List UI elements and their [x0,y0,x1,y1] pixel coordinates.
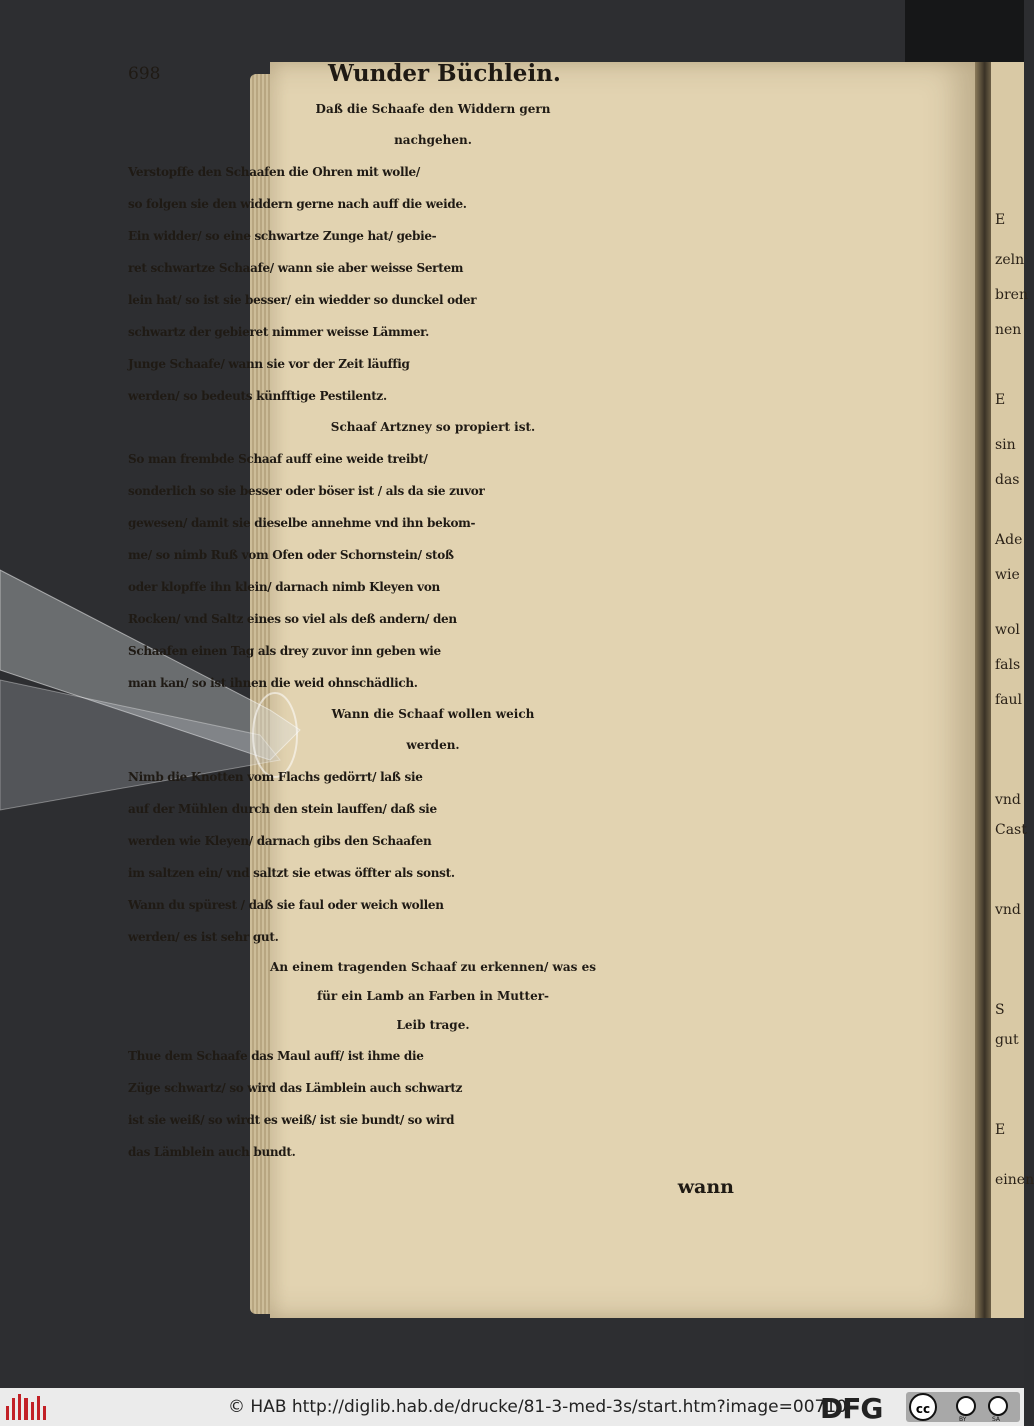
right-page-text: E [995,392,1006,408]
text-line: schwartz der gebieret nimmer weisse Lämmer. [128,325,429,339]
dfg-logo: DFG [820,1392,883,1425]
right-page-text: Cast [995,822,1027,838]
credit-link[interactable]: © HAB http://diglib.hab.de/drucke/81-3-med-3s/start.htm?image=00710 [228,1397,847,1417]
text-line: das Lämblein auch bundt. [128,1145,296,1159]
section [128,953,738,1168]
right-page-text: zeln [995,252,1025,268]
right-page-text: sin [995,437,1016,453]
hab-logo [6,1394,46,1420]
right-page-text: einen [995,1172,1034,1188]
right-page-text: wol [995,622,1020,638]
text-line: werden wie Kleyen/ darnach gibs den Schaafen [128,834,432,848]
catchword: wann [677,1176,734,1198]
dark-strip [905,0,1024,70]
right-page-text: vnd [995,792,1021,808]
page-header [128,60,738,94]
section-heading: nachgehen. [394,133,472,147]
text-line: man kan/ so ist ihnen die weid ohnschädlich. [128,676,418,690]
sa-label: SA [992,1416,1001,1423]
right-page-fragment [991,62,1034,1318]
right-page-text: vnd [995,902,1021,918]
text-line: ret schwartze Schaafe/ wann sie aber weisse Sertem [128,261,464,275]
right-page-text: wie [995,567,1020,583]
text-line: So man frembde Schaaf auff eine weide treibt/ [128,452,428,466]
text-line: Junge Schaafe/ wann sie vor der Zeit läuffig [128,357,410,371]
text-line: lein hat/ so ist sie besser/ ein wiedder so dunckel oder [128,293,477,307]
section-heading: werden. [406,738,460,752]
right-page-text: E [995,1122,1006,1138]
text-line: Ein widder/ so eine schwartze Zunge hat/ gebie- [128,229,437,243]
text-line: im saltzen ein/ vnd saltzt sie etwas öffter als sonst. [128,866,455,880]
right-page-text: bren [995,287,1028,303]
text-line: Thue dem Schaafe das Maul auff/ ist ihme die [128,1049,424,1063]
running-head: Wunder Büchlein. [328,60,561,87]
text-line: Nimb die Knotten vom Flachs gedörrt/ laß sie [128,770,423,784]
text-line: werden/ es ist sehr gut. [128,930,279,944]
section-heading: Daß die Schaafe den Widdern gern [315,102,551,116]
section-heading: Schaaf Artzney so propiert ist. [330,420,536,434]
text-line: me/ so nimb Ruß vom Ofen oder Schornstein/ stoß [128,548,454,562]
right-page-text: nen [995,322,1022,338]
cc-license-badge[interactable] [906,1392,1020,1422]
text-line: werden/ so bedeuts künfftige Pestilentz. [128,389,387,403]
section-heading: Leib trage. [396,1018,470,1032]
right-page-text: faul [995,692,1023,708]
text-line: Schaafen einen Tag als drey zuvor inn geben wie [128,644,441,658]
cc-icon: cc [909,1393,937,1421]
text-line: so folgen sie den widdern gerne nach auff die weide. [128,197,467,211]
attribution-icon [956,1396,976,1416]
gutter [975,62,991,1318]
section-heading: Wann die Schaaf wollen weich [331,707,535,721]
footer-bar [0,1388,1024,1426]
right-page-text: das [995,472,1020,488]
text-line: oder klopffe ihn klein/ darnach nimb Kleyen von [128,580,440,594]
right-page-text: fals [995,657,1021,673]
right-page-text: Ade [995,532,1023,548]
share-alike-icon [988,1396,1008,1416]
text-line: Wann du spürest / daß sie faul oder weich wollen [128,898,444,912]
right-page-text: gut [995,1032,1019,1048]
text-line: auf der Mühlen durch den stein lauffen/ daß sie [128,802,437,816]
section-heading: für ein Lamb an Farben in Mutter- [316,989,550,1003]
text-line: Verstopffe den Schaafen die Ohren mit wolle/ [128,165,420,179]
text-line: Züge schwartz/ so wird das Lämblein auch schwartz [128,1081,463,1095]
section [128,699,738,953]
section [128,412,738,699]
page-number: 698 [128,64,161,84]
right-page-text: E [995,212,1006,228]
text-line: gewesen/ damit sie dieselbe annehme vnd ihn bekom- [128,516,476,530]
page-text [128,60,738,1198]
text-line: sonderlich so sie besser oder böser ist / als da sie zuvor [128,484,485,498]
text-line: Rocken/ vnd Saltz eines so viel als deß andern/ den [128,612,457,626]
text-line: ist sie weiß/ so wirdt es weiß/ ist sie bundt/ so wird [128,1113,455,1127]
section-heading: An einem tragenden Schaaf zu erkennen/ was es [270,960,596,974]
by-label: BY [959,1416,967,1423]
section [128,94,738,412]
sections [128,94,738,1168]
right-page-text: S [995,1002,1005,1018]
